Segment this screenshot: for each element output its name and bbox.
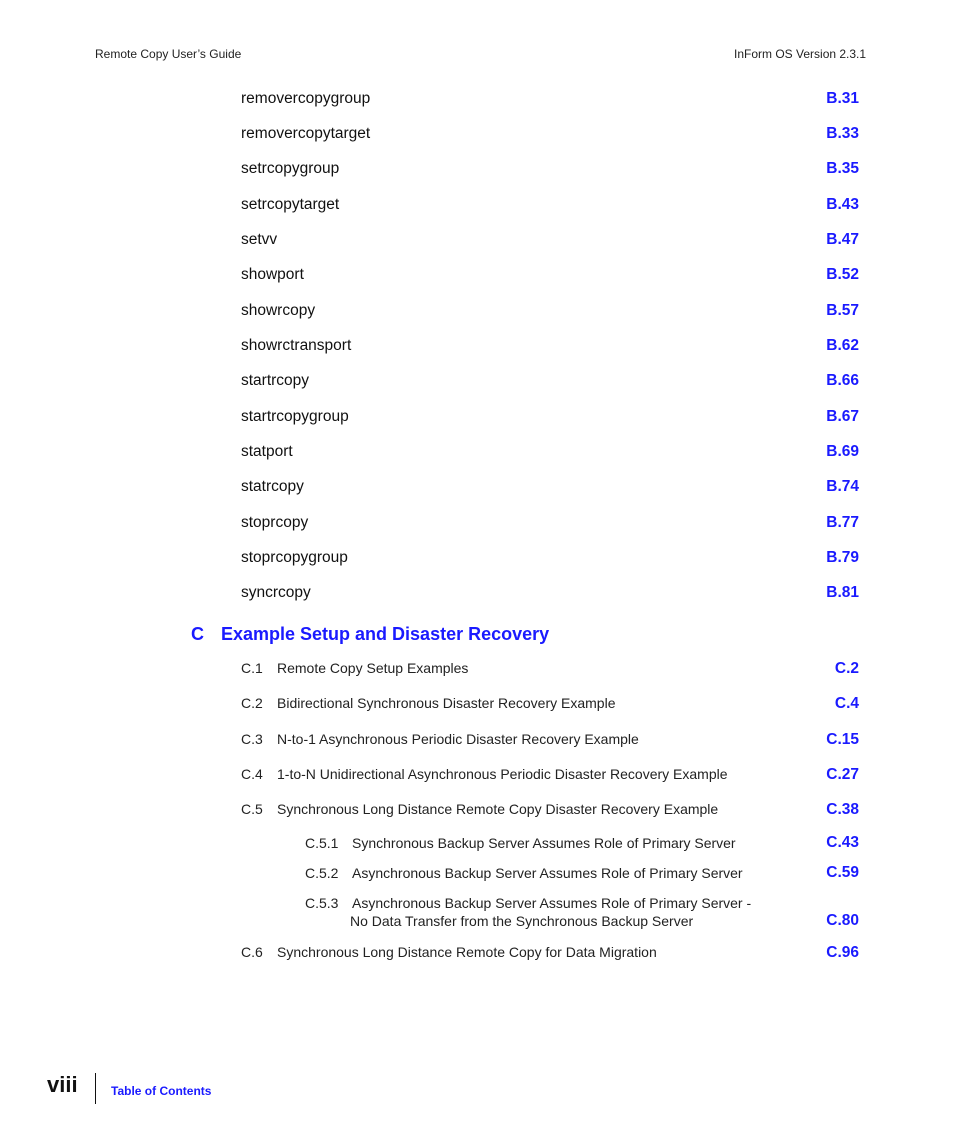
chapter-title: Example Setup and Disaster Recovery [221,624,550,644]
running-header-version: InForm OS Version 2.3.1 [734,47,867,61]
toc-entry-title: stoprcopygroup [241,549,348,566]
subsection-title: Synchronous Backup Server Assumes Role of Primary Server [352,835,736,851]
toc-page-link[interactable]: B.66 [826,372,859,389]
toc-page-link[interactable]: B.52 [826,266,859,283]
section-number: C.6 [241,944,263,960]
toc-entry [241,337,859,359]
toc-page-link[interactable]: B.35 [826,160,859,177]
toc-entry [241,196,859,218]
toc-entry [241,408,859,430]
toc-page-link[interactable]: B.33 [826,125,859,142]
toc-page-link[interactable]: C.4 [834,695,859,712]
section-title: N-to-1 Asynchronous Periodic Disaster Recovery Example [277,731,639,747]
subsection-number: C.5.1 [305,835,339,851]
toc-page-link[interactable]: C.96 [826,944,859,961]
toc-entry-title: removercopygroup [241,90,371,107]
section-title: Remote Copy Setup Examples [277,660,469,676]
section-title: Synchronous Long Distance Remote Copy Disaster Recovery Example [277,801,719,817]
toc-page-link[interactable]: C.27 [826,766,859,783]
subsection-title-line2: No Data Transfer from the Synchronous Backup Server [350,913,694,929]
toc-page-link[interactable]: C.80 [826,912,859,929]
toc-entry-title: removercopytarget [241,125,371,142]
toc-page-link[interactable]: B.67 [826,408,859,425]
toc-entry [241,372,859,394]
toc-page-link[interactable]: B.74 [826,478,859,495]
toc-page-link[interactable]: B.47 [826,231,859,248]
toc-entry-title: startrcopy [241,372,310,389]
toc-entry-title: showrcopy [241,302,316,319]
toc-entry [241,584,859,606]
toc-entry [241,302,859,324]
toc-page-link[interactable]: B.57 [826,302,859,319]
footer-section-link[interactable]: Table of Contents [111,1084,212,1098]
toc-entry [241,160,859,182]
toc-entry-title: setrcopytarget [241,196,340,213]
toc-entry [241,478,859,500]
toc-entry-title: showrctransport [241,337,352,354]
section-title: 1-to-N Unidirectional Asynchronous Periodic Disaster Recovery Example [277,766,728,782]
toc-subsection [305,862,859,882]
subsection-number: C.5.2 [305,865,339,881]
toc-entry [241,514,859,536]
toc-page-link[interactable]: B.43 [826,196,859,213]
toc-section [241,801,859,821]
toc-page-link[interactable]: C.15 [826,731,859,748]
toc-page-link[interactable]: C.43 [826,834,859,851]
toc-entry [241,231,859,253]
toc-section [241,695,859,715]
toc-page-link[interactable]: B.79 [826,549,859,566]
toc-page-link[interactable]: B.62 [826,337,859,354]
toc-page-link[interactable]: B.81 [826,584,859,601]
toc-entry [241,443,859,465]
toc-entry-title: syncrcopy [241,584,311,601]
toc-entry [241,549,859,571]
section-number: C.5 [241,801,263,817]
toc-page-link[interactable]: C.59 [826,864,859,881]
toc-page-link[interactable]: B.31 [826,90,859,107]
footer-divider [95,1073,96,1104]
section-number: C.1 [241,660,263,676]
toc-entry-title: stoprcopy [241,514,309,531]
toc-section [241,660,859,680]
toc-section [241,731,859,751]
subsection-title-line1: Asynchronous Backup Server Assumes Role of Primary Server - [352,895,752,911]
subsection-number: C.5.3 [305,895,339,911]
section-number: C.4 [241,766,263,782]
toc-entry-title: statport [241,443,293,460]
toc-subsection [305,832,859,852]
toc-section [241,766,859,786]
toc-page-link[interactable]: B.69 [826,443,859,460]
toc-section [241,944,859,964]
toc-page-link[interactable]: C.38 [826,801,859,818]
toc-page-link[interactable]: B.77 [826,514,859,531]
section-title: Bidirectional Synchronous Disaster Recovery Example [277,695,616,711]
toc-entry-title: setvv [241,231,278,248]
toc-entry-title: setrcopygroup [241,160,340,177]
toc-entry [241,90,859,112]
toc-entry [241,125,859,147]
section-number: C.2 [241,695,263,711]
toc-page-link[interactable]: C.2 [834,660,859,677]
section-number: C.3 [241,731,263,747]
subsection-title: Asynchronous Backup Server Assumes Role of Primary Server [352,865,743,881]
toc-entry-title: statrcopy [241,478,304,495]
toc-entry-title: showport [241,266,304,283]
chapter-heading[interactable] [191,624,549,648]
toc-subsection [305,892,859,930]
section-title: Synchronous Long Distance Remote Copy for Data Migration [277,944,657,960]
toc-entry [241,266,859,288]
running-header-title: Remote Copy User’s Guide [95,47,242,61]
toc-entry-title: startrcopygroup [241,408,349,425]
chapter-number: C [191,624,204,644]
page-number: viii [47,1072,78,1097]
